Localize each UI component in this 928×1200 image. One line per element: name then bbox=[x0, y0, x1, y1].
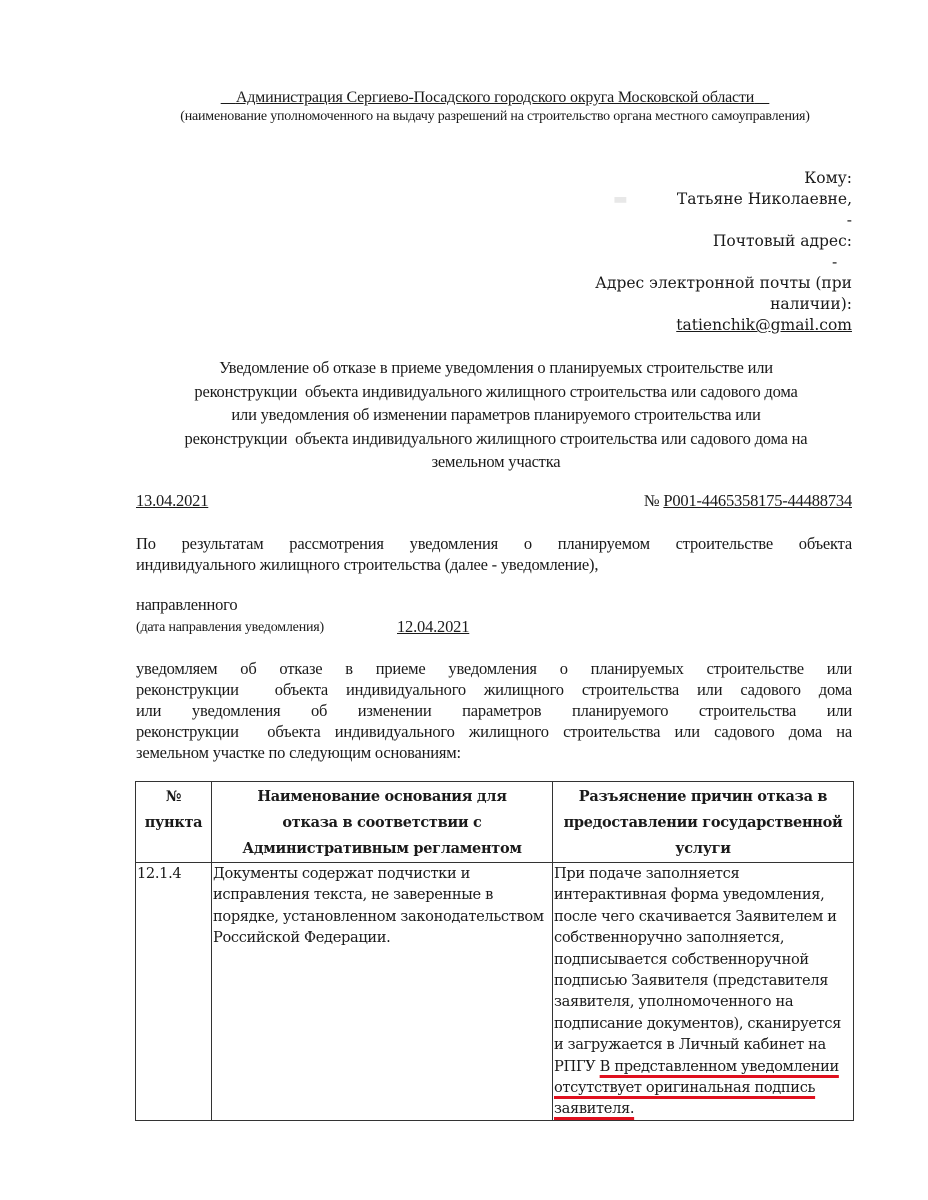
postal-value-text: - bbox=[831, 253, 838, 271]
email-label-2: наличии): bbox=[770, 295, 852, 313]
cell-line bbox=[554, 1098, 852, 1119]
cell-line: Документы содержат подчистки и bbox=[213, 865, 470, 882]
title-line: или уведомления об изменении параметров планируемого строительства или bbox=[231, 405, 761, 424]
title-line: земельном участка bbox=[431, 452, 561, 471]
recipient-block bbox=[552, 168, 852, 336]
cell-line: подписью Заявителя (представителя bbox=[554, 972, 829, 990]
cell-ground-name bbox=[212, 863, 553, 1121]
paragraph-line: уведомляем об отказе в приеме уведомления о планируемых строительстве или bbox=[136, 659, 852, 678]
document-title bbox=[134, 356, 858, 474]
paragraph-line: реконструкции объекта индивидуального жилищного строительства или садового дома bbox=[136, 680, 852, 699]
cell-line: заявителя, уполномоченного на bbox=[554, 993, 794, 1011]
sent-date: 12.04.2021 bbox=[397, 617, 470, 636]
sent-date-caption: (дата направления уведомления) bbox=[136, 620, 324, 635]
cell-explanation bbox=[553, 863, 854, 1121]
cell-line: подписывается собственноручной bbox=[554, 950, 809, 968]
refusal-grounds-table bbox=[135, 781, 854, 1121]
paragraph-line: индивидуального жилищного строительства (далее - уведомление), bbox=[136, 555, 599, 574]
email-label-1: Адрес электронной почты (при bbox=[595, 274, 852, 292]
document-date: 13.04.2021 bbox=[136, 491, 209, 510]
email-link[interactable]: tatienchik@gmail.com bbox=[676, 316, 852, 334]
title-line: Уведомление об отказе в приеме уведомления о планируемых строительстве или bbox=[219, 358, 773, 377]
header-text: отказа в соответствии с bbox=[282, 814, 482, 831]
header-text: Разъяснение причин отказа в bbox=[578, 788, 828, 805]
cell-line: исправления текста, не заверенные в bbox=[213, 886, 493, 904]
date-number-row bbox=[136, 490, 852, 512]
cell-line: собственноручно заполняется, bbox=[554, 929, 785, 947]
organization-header bbox=[130, 88, 860, 126]
number-sign: № bbox=[643, 491, 664, 510]
header-item-number bbox=[136, 782, 212, 863]
cell-line bbox=[554, 1056, 852, 1077]
header-text: услуги bbox=[675, 840, 731, 857]
paragraph-line: реконструкции объекта индивидуального жилищного строительства или садового дома на bbox=[136, 722, 852, 741]
cell-text: РПГУ bbox=[554, 1057, 600, 1075]
postal-value bbox=[552, 252, 852, 273]
highlighted-text: заявителя. bbox=[554, 1100, 635, 1118]
recipient-name: Татьяне Николаевне, bbox=[676, 190, 852, 208]
header-text: № bbox=[165, 788, 182, 805]
header-text: Административным регламентом bbox=[242, 840, 522, 857]
document-number bbox=[644, 490, 852, 512]
table-header-row bbox=[136, 782, 854, 863]
title-line: реконструкции объекта индивидуального жилищного строительства или садового дома bbox=[194, 381, 798, 401]
cell-line: Российской Федерации. bbox=[213, 929, 391, 947]
header-text: Наименование основания для bbox=[257, 788, 507, 805]
to-label: Кому: bbox=[804, 169, 852, 187]
highlighted-text: В представленном уведомлении bbox=[599, 1057, 839, 1075]
header-ground-name bbox=[212, 782, 553, 863]
recipient-name-dash: - bbox=[846, 211, 852, 229]
table-row bbox=[136, 863, 854, 1121]
organization-name bbox=[130, 88, 860, 108]
paragraph-line: или уведомления об изменении параметров планируемого строительства или bbox=[136, 701, 852, 720]
number-value: P001-4465358175-44488734 bbox=[663, 491, 852, 510]
refusal-paragraph bbox=[136, 658, 852, 763]
cell-line: При подаче заполняется bbox=[554, 865, 740, 882]
sent-label: направленного bbox=[136, 595, 238, 614]
title-line: реконструкции объекта индивидуального жилищного строительства или садового дома на bbox=[184, 428, 808, 448]
header-text: предоставлении государственной bbox=[563, 814, 843, 831]
paragraph-line: земельном участке по следующим основаниям: bbox=[136, 743, 461, 762]
cell-item-number: 12.1.4 bbox=[136, 863, 212, 1121]
recipient-name-line bbox=[552, 189, 852, 210]
postal-label: Почтовый адрес: bbox=[712, 232, 852, 250]
redacted-surname: ▬ bbox=[612, 190, 628, 208]
header-text: пункта bbox=[144, 814, 203, 831]
highlighted-text: отсутствует оригинальная подпись bbox=[554, 1079, 816, 1097]
cell-line: подписание документов), сканируется bbox=[554, 1014, 842, 1032]
cell-line: интерактивная форма уведомления, bbox=[554, 886, 825, 904]
header-explanation bbox=[553, 782, 854, 863]
intro-paragraph bbox=[136, 533, 852, 575]
cell-line: после чего скачивается Заявителем и bbox=[554, 907, 837, 925]
organization-caption: (наименование уполномоченного на выдачу разрешений на строительство органа местного самоуправления) bbox=[180, 109, 810, 124]
cell-line: порядке, установленном законодательством bbox=[213, 907, 544, 925]
cell-line: и загружается в Личный кабинет на bbox=[554, 1036, 826, 1054]
cell-line bbox=[554, 1077, 852, 1098]
paragraph-line: По результатам рассмотрения уведомления о планируемом строительстве объекта bbox=[136, 534, 852, 553]
organization-name-text: Администрация Сергиево-Посадского городского округа Московской области bbox=[235, 89, 755, 106]
